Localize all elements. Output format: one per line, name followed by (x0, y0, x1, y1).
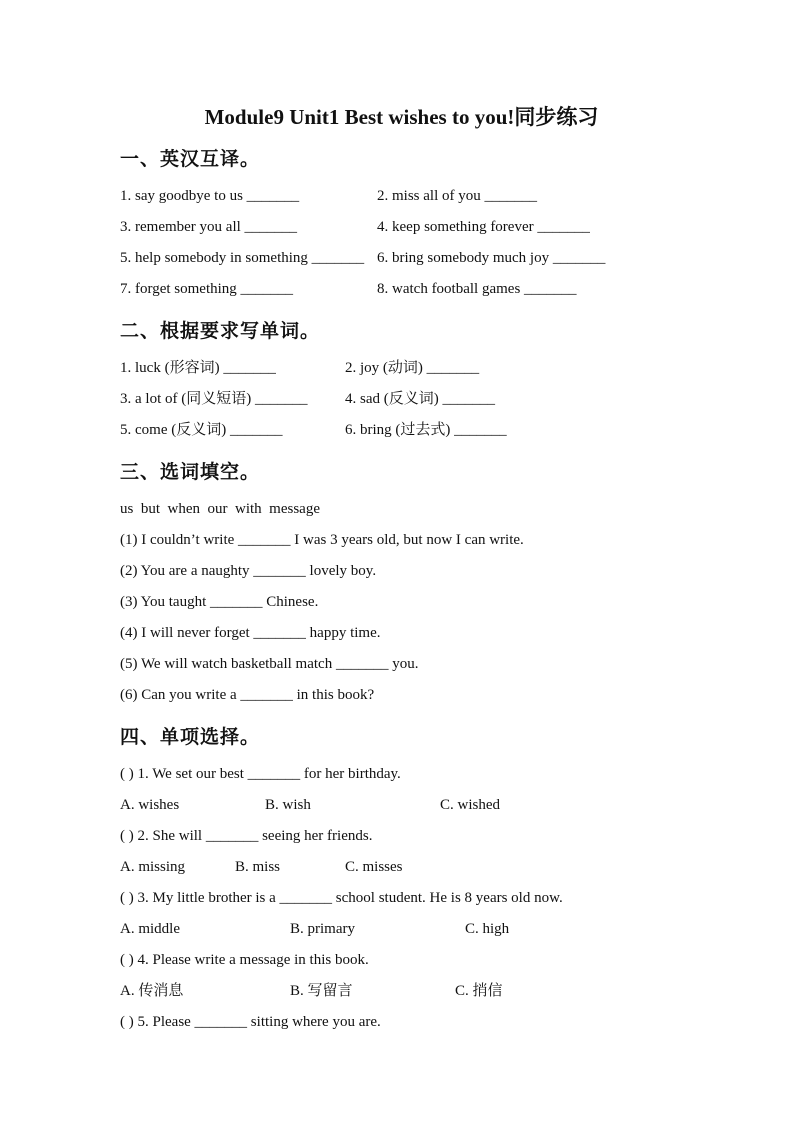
translation-item-5: 5. help somebody in something _______ (120, 250, 365, 266)
translation-item-2: 2. miss all of you _______ (377, 188, 537, 204)
option-2a: A. missing (120, 859, 186, 875)
option-4c: C. 捎信 (455, 983, 503, 999)
word-form-item-3: 3. a lot of (同义短语) _______ (120, 391, 308, 407)
choice-question-3-options (120, 914, 683, 945)
section2-items (120, 353, 683, 446)
option-2b: B. miss (235, 859, 281, 875)
word-form-item-1: 1. luck (形容词) _______ (120, 360, 276, 376)
page-title: Module9 Unit1 Best wishes to you!同步练习 (204, 105, 599, 129)
choice-question-2-options (120, 852, 683, 883)
option-1a: A. wishes (120, 797, 180, 813)
option-3b: B. primary (290, 921, 355, 937)
fill-item-3: (3) You taught _______ Chinese. (120, 594, 319, 610)
option-4a: A. 传消息 (120, 983, 184, 999)
section4-heading: 四、单项选择。 (120, 727, 261, 748)
option-1c: C. wished (440, 797, 500, 813)
choice-question-3-stem: ( ) 3. My little brother is a _______ school student. He is 8 years old now. (120, 890, 563, 906)
translation-item-6: 6. bring somebody much joy _______ (377, 250, 606, 266)
section1-items (120, 181, 683, 305)
section3-heading: 三、选词填空。 (120, 462, 261, 483)
choice-question-1-stem: ( ) 1. We set our best _______ for her birthday. (120, 766, 401, 782)
fill-item-1: (1) I couldn’t write _______ I was 3 years old, but now I can write. (120, 532, 524, 548)
option-1b: B. wish (265, 797, 311, 813)
translation-item-8: 8. watch football games _______ (377, 281, 577, 297)
choice-question-1-options (120, 790, 683, 821)
option-4b: B. 写留言 (290, 983, 353, 999)
word-bank: us but when our with message (120, 501, 320, 517)
translation-item-4: 4. keep something forever _______ (377, 219, 590, 235)
section4-questions (120, 759, 683, 1038)
fill-item-2: (2) You are a naughty _______ lovely boy. (120, 563, 377, 579)
fill-item-4: (4) I will never forget _______ happy time. (120, 625, 381, 641)
option-2c: C. misses (345, 859, 403, 875)
choice-question-4-stem: ( ) 4. Please write a message in this book. (120, 952, 369, 968)
choice-question-2-stem: ( ) 2. She will _______ seeing her friends. (120, 828, 373, 844)
fill-item-6: (6) Can you write a _______ in this book? (120, 687, 375, 703)
choice-question-5-stem: ( ) 5. Please _______ sitting where you are. (120, 1014, 381, 1030)
fill-item-5: (5) We will watch basketball match _______ you. (120, 656, 419, 672)
translation-item-3: 3. remember you all _______ (120, 219, 298, 235)
section1-heading: 一、英汉互译。 (120, 149, 261, 170)
choice-question-4-options (120, 976, 683, 1007)
option-3c: C. high (465, 921, 510, 937)
section2-heading: 二、根据要求写单词。 (120, 321, 321, 342)
word-form-item-6: 6. bring (过去式) _______ (345, 422, 507, 438)
word-form-item-5: 5. come (反义词) _______ (120, 422, 283, 438)
word-form-item-4: 4. sad (反义词) _______ (345, 391, 495, 407)
option-3a: A. middle (120, 921, 180, 937)
word-form-item-2: 2. joy (动词) _______ (345, 360, 480, 376)
section3-items (120, 494, 683, 711)
translation-item-1: 1. say goodbye to us _______ (120, 188, 300, 204)
translation-item-7: 7. forget something _______ (120, 281, 294, 297)
